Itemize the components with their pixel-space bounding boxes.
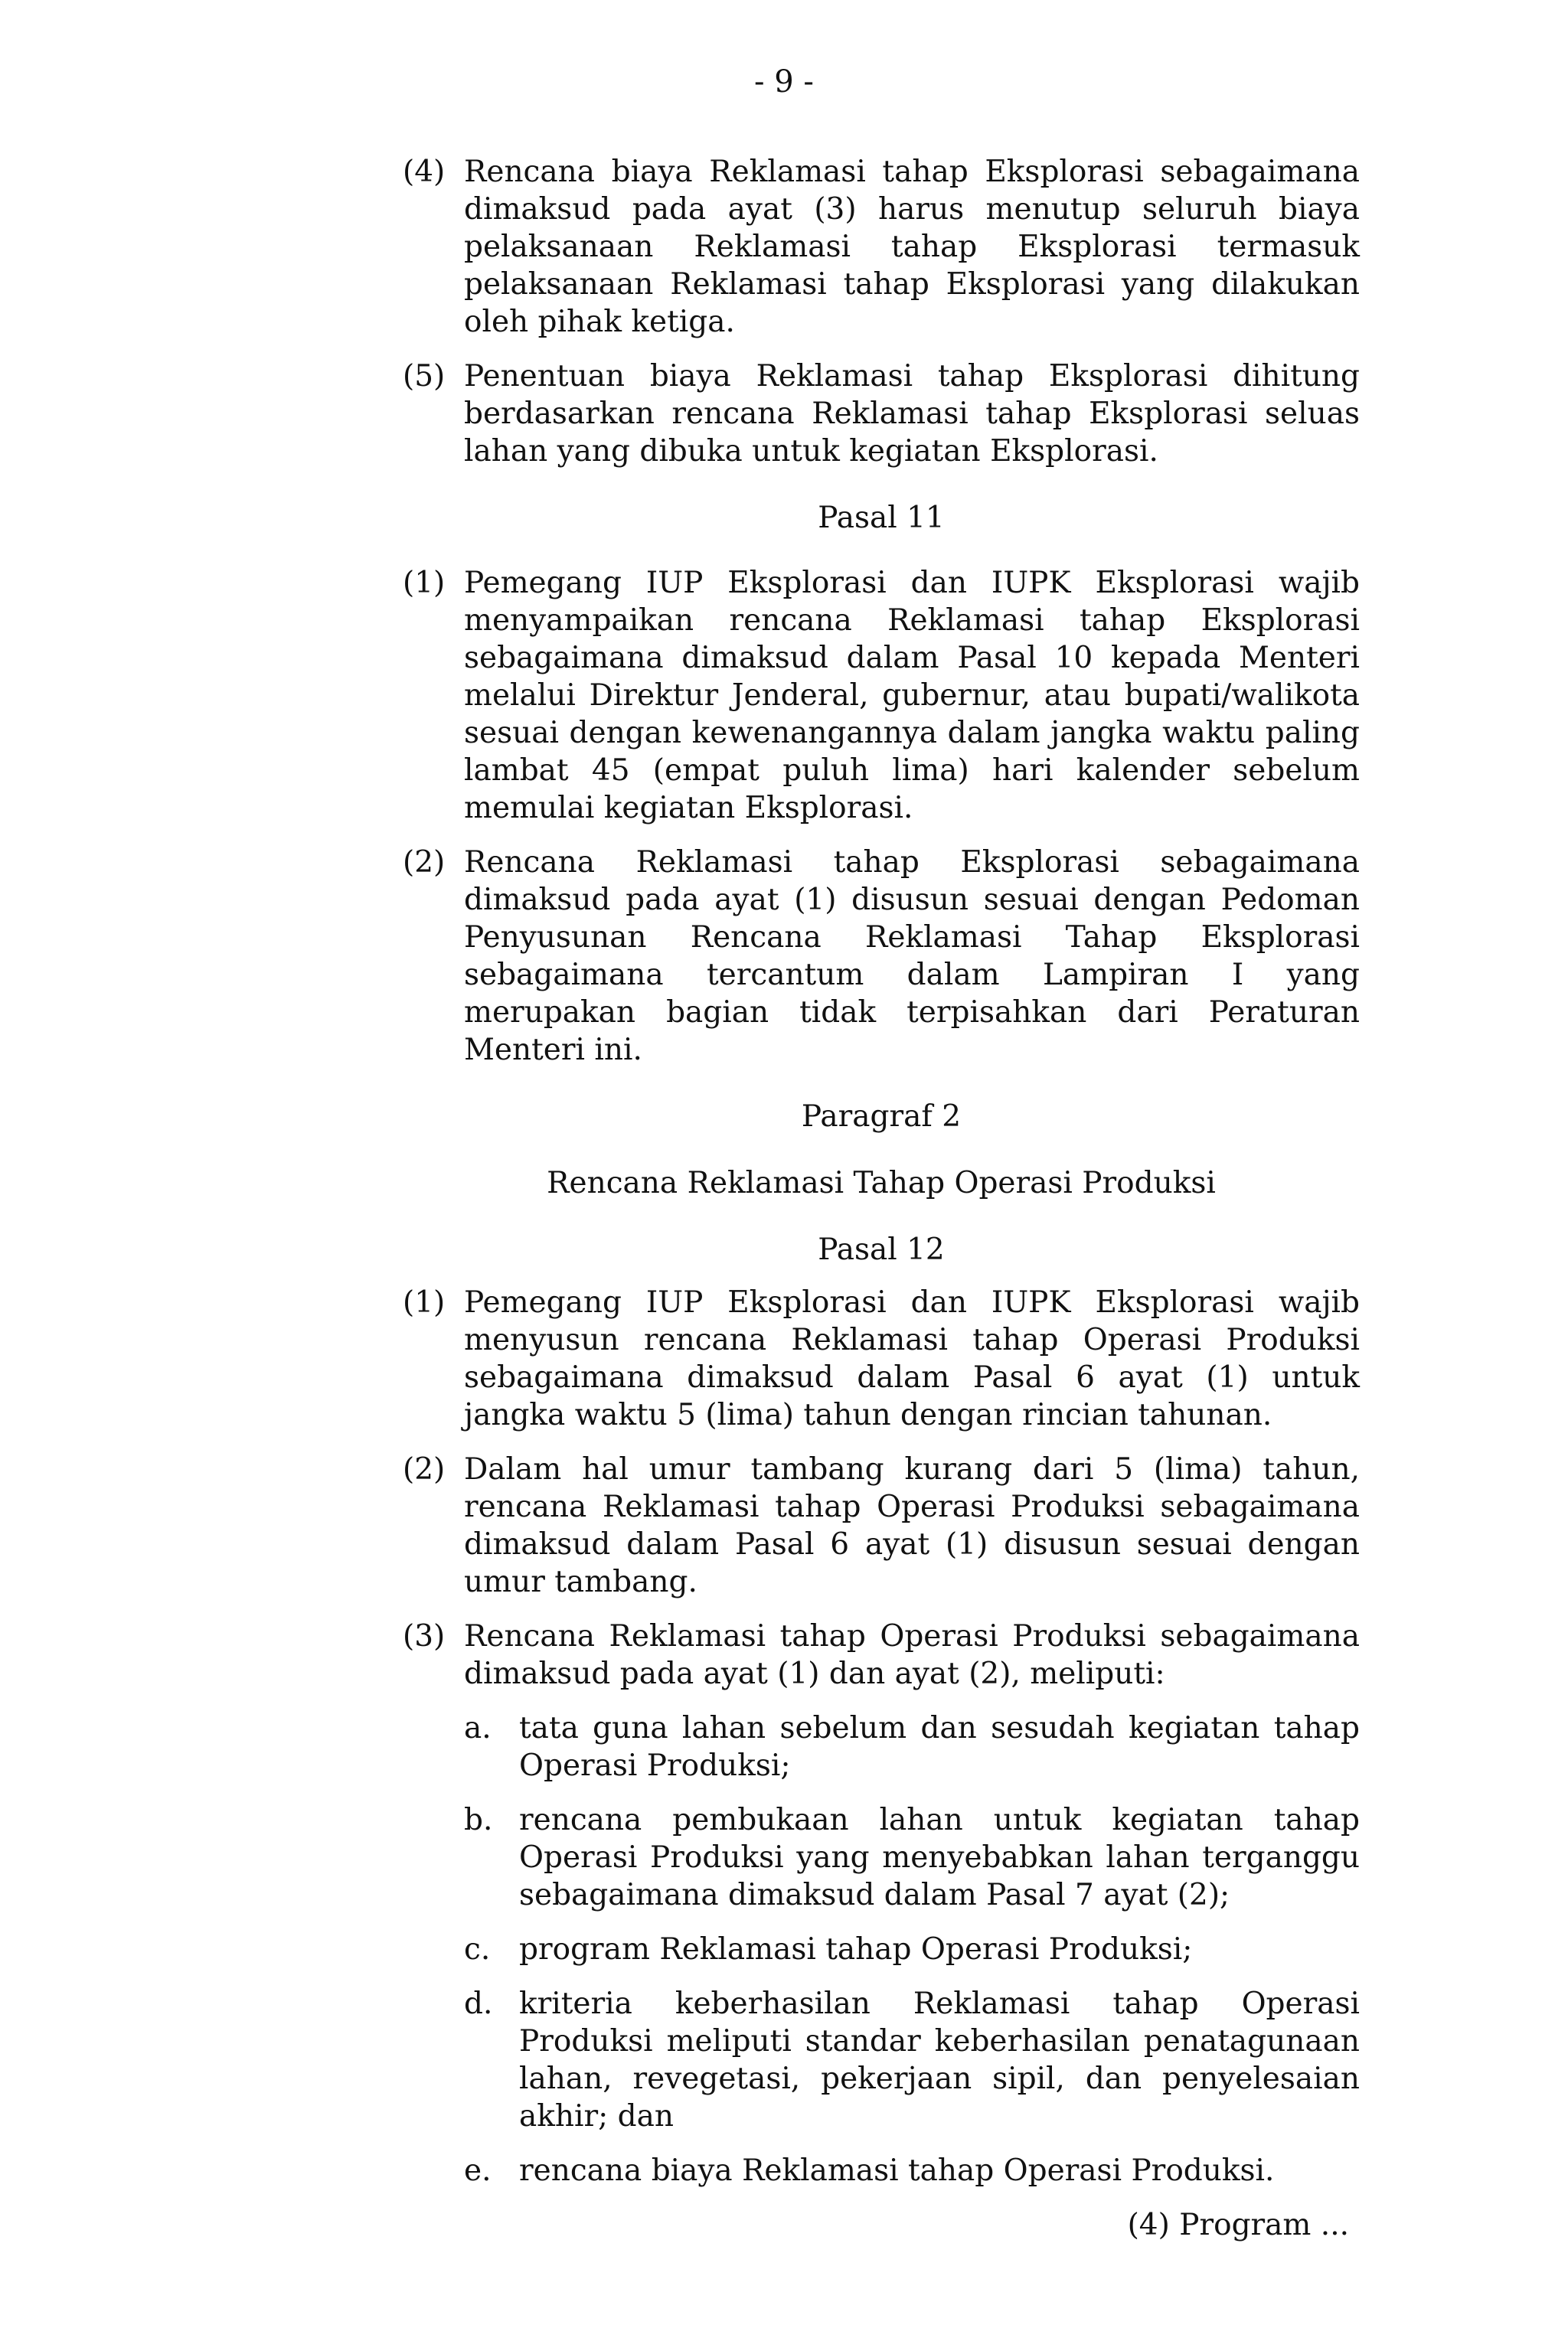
pasal-11-heading: Pasal 11	[818, 501, 945, 535]
item-text: Penentuan biaya Reklamasi tahap Eksplorasi dihitung berdasarkan rencana Reklamasi tahap Eksplorasi seluas lahan yang dibuka untuk kegiatan Eksplorasi.	[464, 359, 1360, 469]
item-number: (1)	[403, 566, 446, 600]
item-number: (3)	[403, 1619, 446, 1654]
sub-item-text: rencana biaya Reklamasi tahap Operasi Produksi.	[519, 2153, 1275, 2188]
paragraph-item	[403, 1618, 1360, 2189]
sub-list-item	[464, 1709, 1360, 1784]
item-text: Rencana Reklamasi tahap Operasi Produksi sebagaimana dimaksud pada ayat (1) dan ayat (2), meliputi:	[464, 1619, 1360, 1691]
sub-list-item	[464, 1801, 1360, 1914]
sub-item-letter: e.	[464, 2153, 492, 2188]
document-body	[403, 153, 1360, 2244]
paragraph-item	[403, 358, 1360, 470]
sub-item-letter: d.	[464, 1987, 493, 2021]
item-text: Rencana biaya Reklamasi tahap Eksplorasi sebagaimana dimaksud pada ayat (3) harus menutup seluruh biaya pelaksanaan Reklamasi tahap Eksplorasi termasuk pelaksanaan Reklamasi tahap Eksplorasi yang dilakukan oleh pihak ketiga.	[464, 155, 1360, 339]
item-text: Dalam hal umur tambang kurang dari 5 (lima) tahun, rencana Reklamasi tahap Operasi Produksi sebagaimana dimaksud dalam Pasal 6 ayat (1) disusun sesuai dengan umur tambang.	[464, 1452, 1360, 1599]
item-number: (1)	[403, 1285, 446, 1320]
sub-list-item	[464, 1931, 1360, 1968]
item-text: Rencana Reklamasi tahap Eksplorasi sebagaimana dimaksud pada ayat (1) disusun sesuai dengan Pedoman Penyusunan Rencana Reklamasi Tahap Eksplorasi sebagaimana tercantum dalam Lampiran I yang merupakan bagian tidak terpisahkan dari Peraturan Menteri ini.	[464, 845, 1360, 1067]
sub-item-letter: b.	[464, 1803, 493, 1837]
item-text: Pemegang IUP Eksplorasi dan IUPK Eksplorasi wajib menyampaikan rencana Reklamasi tahap Eksplorasi sebagaimana dimaksud dalam Pasal 10 kepada Menteri melalui Direktur Jenderal, gubernur, atau bupati/walikota sesuai dengan kewenangannya dalam jangka waktu paling lambat 45 (empat puluh lima) hari kalender sebelum memulai kegiatan Eksplorasi.	[464, 566, 1360, 825]
item-number: (5)	[403, 359, 446, 393]
paragraph-item	[403, 844, 1360, 1069]
sub-item-letter: c.	[464, 1932, 491, 1967]
sub-item-letter: a.	[464, 1711, 492, 1745]
sub-list-item	[464, 2152, 1360, 2189]
sub-item-text: rencana pembukaan lahan untuk kegiatan tahap Operasi Produksi yang menyebabkan lahan terganggu sebagaimana dimaksud dalam Pasal 7 ayat (2);	[519, 1803, 1360, 1912]
paragraph-item	[403, 564, 1360, 827]
catchword: (4) Program ...	[1127, 2208, 1349, 2242]
paragraph-item	[403, 153, 1360, 341]
item-text: Pemegang IUP Eksplorasi dan IUPK Eksplorasi wajib menyusun rencana Reklamasi tahap Operasi Produksi sebagaimana dimaksud dalam Pasal 6 ayat (1) untuk jangka waktu 5 (lima) tahun dengan rincian tahunan.	[464, 1285, 1360, 1432]
paragraph-item	[403, 1284, 1360, 1434]
sub-item-text: kriteria keberhasilan Reklamasi tahap Operasi Produksi meliputi standar keberhasilan penatagunaan lahan, revegetasi, pekerjaan sipil, dan penyelesaian akhir; dan	[519, 1987, 1360, 2134]
item-number: (4)	[403, 155, 446, 189]
item-number: (2)	[403, 1452, 446, 1487]
sub-item-text: tata guna lahan sebelum dan sesudah kegiatan tahap Operasi Produksi;	[519, 1711, 1360, 1783]
paragraf-2-heading: Paragraf 2	[801, 1099, 962, 1134]
sub-list	[464, 1709, 1360, 2189]
sub-item-text: program Reklamasi tahap Operasi Produksi;	[519, 1932, 1193, 1967]
page-number: - 9 -	[754, 64, 814, 100]
sub-list-item	[464, 1985, 1360, 2135]
pasal-12-heading: Pasal 12	[818, 1233, 945, 1267]
item-number: (2)	[403, 845, 446, 880]
paragraph-item	[403, 1451, 1360, 1601]
paragraf-2-subtitle: Rencana Reklamasi Tahap Operasi Produksi	[547, 1166, 1216, 1200]
